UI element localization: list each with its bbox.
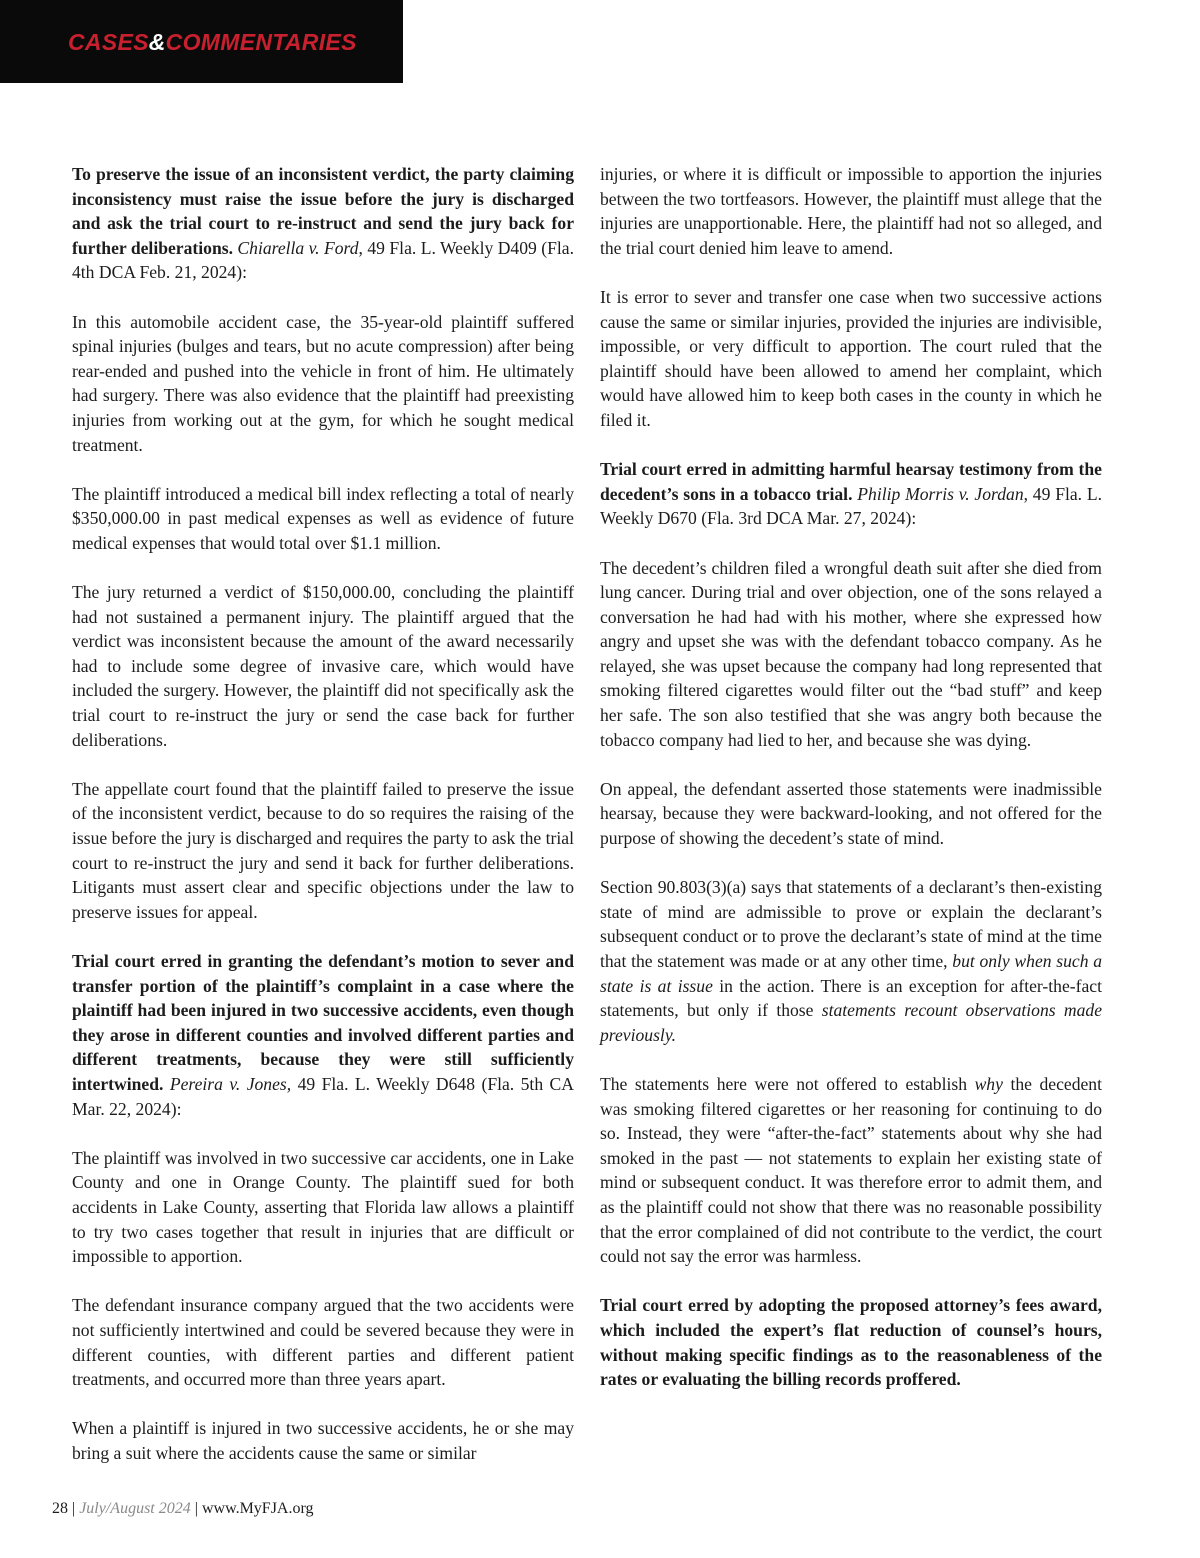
section-title-ampersand: & [148, 29, 166, 55]
case-name: Philip Morris v. Jordan [857, 483, 1024, 504]
holding-text: Trial court erred in admitting harmful hearsay testimony from the decedent’s sons in a tobacco trial. [600, 459, 1102, 504]
text-segment: the decedent was smoking filtered cigarettes or her reasoning for continuing to do so. Instead, they were “after-the-fact” statements about why she had smoked in the past — not statements to explain her existing state of mind or subsequent conduct. It was therefore error to admit them, and as the plaintiff could not show that there was no reasonable possibility that the error complained of did not contribute to the verdict, the court could not say the error was harmless. [600, 1073, 1102, 1267]
body-paragraph: The defendant insurance company argued that the two accidents were not sufficiently intertwined and could be severed because they were in different counties, with different parties and different patient treatments, and occurred more than three years apart. [72, 1295, 574, 1390]
footer-separator: | [190, 1500, 202, 1517]
website-link[interactable]: www.MyFJA.org [201, 1500, 314, 1517]
left-column [72, 162, 574, 1465]
italic-emphasis: why [974, 1073, 1003, 1094]
case-citation: 49 Fla. L. Weekly D648 (Fla. 5th CA Mar. 22, 2024): [72, 1073, 574, 1119]
case-name: Chiarella v. Ford [237, 237, 359, 258]
body-paragraph: On appeal, the defendant asserted those statements were inadmissible hearsay, because they were backward-looking, and not offered for the purpose of showing the decedent’s state of mind. [600, 778, 1102, 849]
italic-emphasis: but only when such a state is at issue [600, 951, 1102, 996]
italic-emphasis: statements recount observations made previously. [600, 1000, 1102, 1045]
footer-separator: | [68, 1500, 80, 1517]
section-title-cases: CASES [68, 29, 149, 55]
section-title-commentaries: COMMENTARIES [165, 29, 357, 55]
section-title [68, 29, 357, 56]
case-summary-philip-morris [600, 457, 1102, 531]
section-header-bar [0, 0, 403, 83]
page-footer [52, 1500, 314, 1518]
case-summary-chiarella [72, 162, 574, 285]
body-paragraph [600, 875, 1102, 1047]
body-paragraph: It is error to sever and transfer one case when two successive actions cause the same or similar injuries, provided the injuries are indivisible, impossible, or very difficult to apportion. The court ruled that the plaintiff should have been allowed to amend her complaint, which would have allowed him to keep both cases in the county in which he filed it. [600, 286, 1102, 430]
case-summary-pereira [72, 949, 574, 1121]
holding-text: To preserve the issue of an inconsistent verdict, the party claiming inconsistency must raise the issue before the jury is discharged and ask the trial court to re-instruct and send the jury back for further deliberations. [72, 164, 574, 258]
case-citation: , 49 Fla. L. Weekly D409 (Fla. 4th DCA Feb. 21, 2024): [72, 237, 574, 283]
text-segment: in the action. There is an exception for after-the-fact statements, but only if those [600, 975, 1102, 1021]
case-name: Pereira v. Jones, [169, 1073, 292, 1094]
body-paragraph: In this automobile accident case, the 35-year-old plaintiff suffered spinal injuries (bulges and tears, but no acute compression) after being rear-ended and pushed into the vehicle in front of him. He ultimately had surgery. There was also evidence that the plaintiff had preexisting injuries from working out at the gym, for which he sought medical treatment. [72, 311, 574, 455]
holding-text: Trial court erred by adopting the proposed attorney’s fees award, which included the expert’s flat reduction of counsel’s hours, without making specific findings as to the reasonableness of the rates or evaluating the billing records proffered. [600, 1295, 1102, 1390]
body-paragraph: The jury returned a verdict of $150,000.00, concluding the plaintiff had not sustained a permanent injury. The plaintiff argued that the verdict was inconsistent because the amount of the award necessarily had to include some degree of invasive care, which would have included the surgery. However, the plaintiff did not specifically ask the trial court to re-instruct the jury or send the case back for further deliberations. [72, 582, 574, 750]
body-paragraph: The decedent’s children filed a wrongful death suit after she died from lung cancer. During trial and over objection, one of the sons relayed a conversation he had had with his mother, where she expressed how angry and upset she was with the defendant tobacco company. As he relayed, she was upset because the company had long represented that smoking filtered cigarettes would filter out the “bad stuff” and keep her safe. The son also testified that she was angry both because the tobacco company had lied to her, and because she was dying. [600, 557, 1102, 750]
text-segment: The statements here were not offered to establish [600, 1073, 975, 1094]
holding-text: Trial court erred in granting the defendant’s motion to sever and transfer portion of the plaintiff’s complaint in a case where the plaintiff had been injured in two successive accidents, even though they arose in different counties and involved different parties and different treatments, because they were still sufficiently intertwined. [72, 951, 574, 1094]
issue-date: July/August 2024 [79, 1500, 191, 1517]
text-segment: Section 90.803(3)(a) says that statements of a declarant’s then-existing state of mind are admissible to prove or explain the declarant’s subsequent conduct or to prove the declarant’s state of mind at the time that the statement was made or at any other time, [600, 877, 1102, 971]
case-citation: , 49 Fla. L. Weekly D670 (Fla. 3rd DCA Mar. 27, 2024): [600, 483, 1103, 529]
body-paragraph: When a plaintiff is injured in two successive accidents, he or she may bring a suit where the accidents cause the same or similar [72, 1418, 574, 1463]
page-number: 28 [52, 1500, 68, 1517]
body-paragraph: The appellate court found that the plaintiff failed to preserve the issue of the inconsistent verdict, because to do so requires the raising of the issue before the jury is discharged and requires the party to ask the trial court to re-instruct the jury and send it back for further deliberations. Litigants must assert clear and specific objections under the law to preserve issues for appeal. [72, 778, 574, 922]
body-paragraph: The plaintiff introduced a medical bill index reflecting a total of nearly $350,000.00 in past medical expenses as well as evidence of future medical expenses that would total over $1.1 million. [72, 483, 574, 553]
case-summary-attorney-fees [600, 1293, 1102, 1391]
right-column [600, 162, 1102, 1392]
body-paragraph: injuries, or where it is difficult or impossible to apportion the injuries between the two tortfeasors. However, the plaintiff must allege that the injuries are unapportionable. Here, the plaintiff had not so alleged, and the trial court denied him leave to amend. [600, 164, 1102, 258]
body-paragraph [600, 1072, 1102, 1269]
body-paragraph: The plaintiff was involved in two successive car accidents, one in Lake County and one in Orange County. The plaintiff sued for both accidents in Lake County, asserting that Florida law allows a plaintiff to try two cases together that result in injuries that are difficult or impossible to apportion. [72, 1147, 574, 1267]
